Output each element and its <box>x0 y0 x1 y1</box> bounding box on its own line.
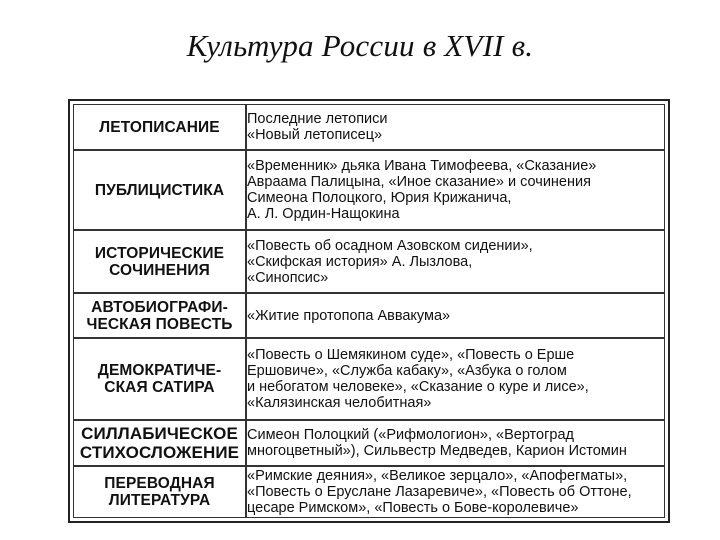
page-title: Культура России в XVII в. <box>186 28 534 63</box>
works-cell: «Временник» дьяка Ивана Тимофеева, «Сказание» Авраама Палицына, «Иное сказание» и сочинения Симеона Полоцкого, Юрия Крижанича, А. Л. Ордин-Нащокина <box>246 150 665 230</box>
table-row <box>73 420 665 466</box>
genre-cell: СИЛЛАБИЧЕСКОЕ СТИХОСЛОЖЕНИЕ <box>73 420 246 466</box>
genre-cell: АВТОБИОГРАФИ- ЧЕСКАЯ ПОВЕСТЬ <box>73 293 246 338</box>
table-row <box>73 338 665 420</box>
works-cell: «Повесть об осадном Азовском сидении», «Скифская история» А. Лызлова, «Синопсис» <box>246 230 665 293</box>
culture-table <box>73 104 665 518</box>
table-row <box>73 230 665 293</box>
culture-table-frame <box>68 99 670 523</box>
table-row <box>73 466 665 518</box>
genre-cell: ПЕРЕВОДНАЯ ЛИТЕРАТУРА <box>73 466 246 518</box>
table-row <box>73 104 665 150</box>
works-cell: «Повесть о Шемякином суде», «Повесть о Ерше Ершовиче», «Служба кабаку», «Азбука о голом и небогатом человеке», «Сказание о куре и лисе», «Калязинская челобитная» <box>246 338 665 420</box>
genre-cell: ЛЕТОПИСАНИЕ <box>73 104 246 150</box>
works-cell: Симеон Полоцкий («Рифмологион», «Вертоград многоцветный»), Сильвестр Медведев, Карион Истомин <box>246 420 665 466</box>
works-cell: «Житие протопопа Аввакума» <box>246 293 665 338</box>
table-row <box>73 150 665 230</box>
works-cell: Последние летописи «Новый летописец» <box>246 104 665 150</box>
works-cell: «Римские деяния», «Великое зерцало», «Апофегматы», «Повесть о Еруслане Лазаревиче», «Повесть об Оттоне, цесаре Римском», «Повесть о Бове-королевиче» <box>246 466 665 518</box>
genre-cell: ПУБЛИЦИСТИКА <box>73 150 246 230</box>
genre-cell: ДЕМОКРАТИЧЕ- СКАЯ САТИРА <box>73 338 246 420</box>
genre-cell: ИСТОРИЧЕСКИЕ СОЧИНЕНИЯ <box>73 230 246 293</box>
table-row <box>73 293 665 338</box>
